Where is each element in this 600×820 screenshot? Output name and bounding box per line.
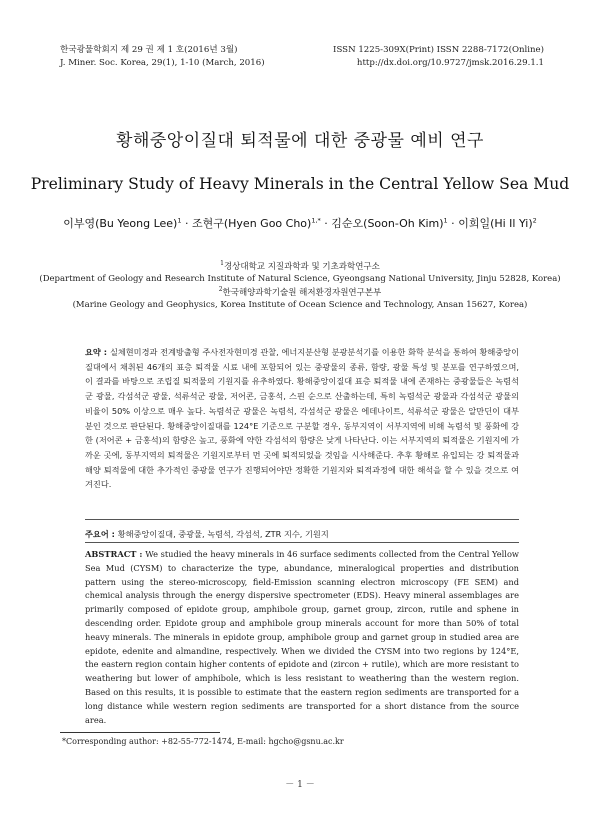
footnote-divider — [60, 732, 220, 733]
author-name: 조현구(Hyen Goo Cho) — [191, 217, 312, 230]
abstract-english-label: ABSTRACT : — [85, 549, 146, 559]
affiliation-1 — [30, 258, 570, 286]
affiliation-mark: 2 — [218, 286, 223, 293]
author-affiliation-mark: 1 — [443, 216, 448, 225]
keyword-divider-bottom — [85, 542, 519, 543]
keyword-divider-top — [85, 519, 519, 520]
author-affiliation-mark: 2 — [532, 216, 537, 225]
author-name: 이부영(Bu Yeong Lee) — [63, 217, 178, 230]
keywords-text: 황해중앙이질대, 중광물, 녹렴석, 각섬석, ZTR 지수, 기원지 — [117, 529, 329, 539]
author-separator: · — [447, 217, 459, 230]
author-list — [0, 215, 600, 231]
issn-header — [333, 44, 544, 70]
author-separator: · — [181, 217, 192, 230]
abstract-korean — [85, 345, 519, 492]
affiliation-mark: 1 — [220, 260, 224, 267]
abstract-english-text: We studied the heavy minerals in 46 surface sediments collected from the Central Yellow Sea Mud (CYSM) to characterize the type, abundance, mineralogical properties and distribution pattern using the stereo-microscopy, field-Emission scanning electron microscopy (FE SEM) and chemical analysis through the energy dispersive spectrometer (EDS). Heavy mineral assemblages are primarily composed of epidote group, amphibole group, garnet group, zircon, rutile and sphene in descending order. Epidote group and amphibole group minerals account for more than 50% of total heavy minerals. The minerals in epidote group, amphibole group and garnet group in studied area are epidote, edenite and almandine, respectively. When we divided the CYSM into two regions by 124°E, the eastern region contain higher contents of epidote and (zircon + rutile), which are more resistant to weathering but lower of amphibole, which is less resistant to weathering than the western region. Based on this results, it is possible to estimate that the eastern region sediments are transported for a long distance while western region sediments are transported for a short distance from the source area. — [85, 549, 519, 725]
abstract-english — [85, 548, 519, 727]
affiliation-ko: 경상대학교 지질과학과 및 기초과학연구소 — [223, 261, 380, 272]
author-affiliation-mark: 1 — [177, 216, 182, 225]
title-korean: 황해중앙이질대 퇴적물에 대한 중광물 예비 연구 — [116, 131, 484, 151]
abstract-korean-text: 실체현미경과 전계방출형 주사전자현미경 관찰, 에너지분산형 분광분석기를 이용한 화학 분석을 통하여 황해중앙이질대에서 채취된 46개의 표층 퇴적물 시료 내에 포함되어 있는 중광물의 종류, 함량, 광물 특성 및 분포를 연구하였으며, 이 결과를 바탕으로 조립질 퇴적물의 기원지를 유추하였다. 황해중앙이질대 표층 퇴적물 내에 존재하는 중광물들은 녹렴석군 광물, 각섬석군 광물, 석류석군 광물, 저어콘, 금홍석, 스핀 순으로 산출하는데, 특히 녹렴석군 광물과 각섬석군 광물의 비율이 50% 이상으로 매우 높다. 녹렴석군 광물은 녹렴석, 각섬석군 광물은 에데나이트, 석류석군 광물은 알만딘이 대부분인 것으로 판단된다. 황해중앙이질대를 124°E 기준으로 구분할 경우, 동부지역이 서부지역에 비해 녹렴석 및 풍화에 강한 (저어콘 + 금홍석)의 함량은 높고, 풍화에 약한 각섬석의 함량은 낮게 나타난다. 이는 서부지역의 퇴적물은 기원지에 가까운 곳에, 동부지역의 퇴적물은 기원지로부터 먼 곳에 퇴적되었을 것임을 시사해준다. 추후 황해로 유입되는 강 퇴적물과 해양 퇴적물에 대한 추가적인 중광물 연구가 진행되어야만 정확한 기원지와 퇴적과정에 대한 해석을 할 수 있을 것으로 여겨진다. — [85, 347, 519, 490]
author-separator: · — [320, 217, 332, 230]
title-english: Preliminary Study of Heavy Minerals in the Central Yellow Sea Mud — [30, 175, 570, 193]
affiliation-2 — [30, 284, 570, 312]
affiliation-en: (Marine Geology and Geophysics, Korea Institute of Ocean Science and Technology, Ansan 15627, Korea) — [72, 300, 528, 311]
corresponding-author-footnote: *Corresponding author: +82-55-772-1474, E-mail: hgcho@gsnu.ac.kr — [62, 737, 344, 746]
journal-name-en: J. Miner. Soc. Korea, 29(1), 1-10 (March, 2016) — [60, 58, 265, 68]
keywords-korean — [85, 529, 519, 540]
affiliation-ko: 한국해양과학기술원 해저환경자원연구본부 — [222, 287, 382, 298]
issn: ISSN 1225-309X(Print) ISSN 2288-7172(Online) — [333, 45, 544, 55]
author-name: 이희일(Hi Il Yi) — [458, 217, 533, 230]
doi-link[interactable]: http://dx.doi.org/10.9727/jmsk.2016.29.1.1 — [356, 58, 544, 68]
keywords-label: 주요어 : — [85, 529, 118, 539]
journal-header — [60, 44, 265, 70]
author-affiliation-mark: 1,* — [311, 216, 321, 225]
author-name: 김순오(Soon-Oh Kim) — [331, 217, 444, 230]
page-number: － 1 － — [285, 780, 315, 790]
affiliation-en: (Department of Geology and Research Institute of Natural Science, Gyeongsang National University, Jinju 52828, Korea) — [39, 274, 561, 285]
journal-name-ko: 한국광물학회지 제 29 권 제 1 호(2016년 3월) — [60, 45, 238, 55]
abstract-korean-label: 요약 : — [85, 347, 110, 357]
